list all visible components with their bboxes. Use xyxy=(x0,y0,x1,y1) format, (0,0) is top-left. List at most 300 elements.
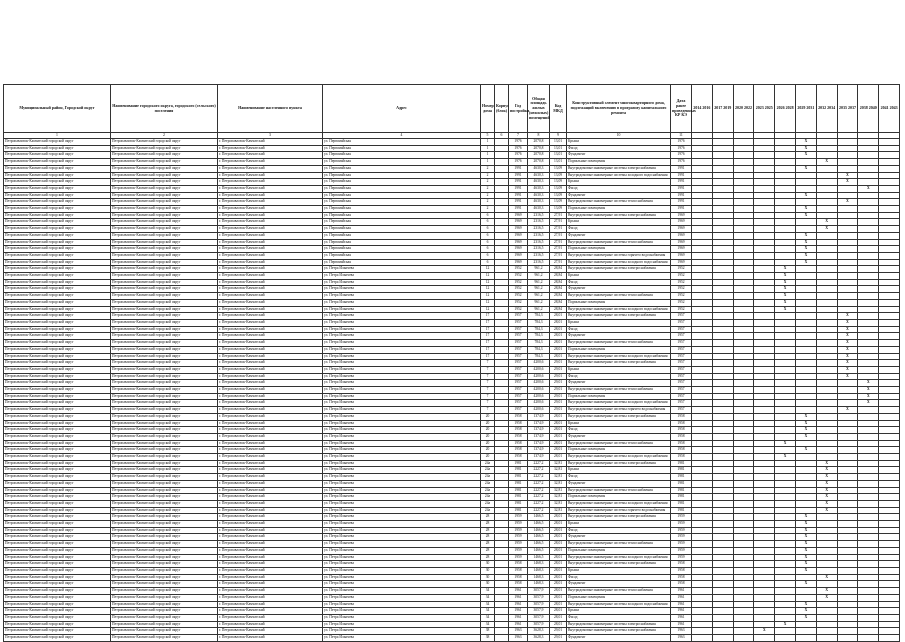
element-cell: Крыша xyxy=(567,219,671,226)
table-row xyxy=(4,440,900,447)
table-row xyxy=(4,608,900,615)
settlement-cell: Петропавловск-Камчатский городской округ xyxy=(111,340,218,347)
house-number-cell: 17 xyxy=(481,353,495,360)
building-cell xyxy=(495,313,509,320)
period-cell xyxy=(692,346,713,353)
period-cell xyxy=(879,232,900,239)
period-cell xyxy=(879,199,900,206)
building-cell xyxy=(495,474,509,481)
house-number-cell: 1 xyxy=(481,145,495,152)
area-cell: 4200,6 xyxy=(528,393,550,400)
settlement-cell: Петропавловск-Камчатский городской округ xyxy=(111,494,218,501)
area-cell: 2316,5 xyxy=(528,252,550,259)
year-built-cell: 1957 xyxy=(509,333,528,340)
period-cell xyxy=(775,192,796,199)
table-row xyxy=(4,299,900,306)
code-cell: 29,01 xyxy=(550,380,567,387)
building-cell xyxy=(495,252,509,259)
settlement-cell: Петропавловск-Камчатский городской округ xyxy=(111,232,218,239)
period-cell xyxy=(879,239,900,246)
table-row xyxy=(4,527,900,534)
code-cell: 28,01 xyxy=(550,614,567,621)
period-cell xyxy=(816,273,837,280)
house-number-cell: 28 xyxy=(481,547,495,554)
period-cell xyxy=(816,333,837,340)
table-row xyxy=(4,273,900,280)
locality-cell: г. Петропавловск-Камчатский xyxy=(218,185,323,192)
element-cell: Внутридомовые инженерные системы теплоснабжения xyxy=(567,239,671,246)
element-cell: Крыша xyxy=(567,179,671,186)
period-cell xyxy=(754,614,775,621)
period-cell xyxy=(754,172,775,179)
settlement-cell: Петропавловск-Камчатский городской округ xyxy=(111,259,218,266)
period-cell xyxy=(754,608,775,615)
year-built-cell: 1957 xyxy=(509,340,528,347)
period-cell xyxy=(692,179,713,186)
year-built-cell: 1958 xyxy=(509,433,528,440)
district-cell: Петропавловск-Камчатский городской округ xyxy=(4,407,111,414)
period-cell xyxy=(816,393,837,400)
period-cell xyxy=(879,454,900,461)
period-cell xyxy=(712,554,733,561)
period-cell xyxy=(837,393,858,400)
period-cell xyxy=(879,527,900,534)
period-cell xyxy=(879,145,900,152)
code-cell: 13,09 xyxy=(550,206,567,213)
period-cell xyxy=(858,601,879,608)
period-cell xyxy=(816,306,837,313)
period-cell xyxy=(837,460,858,467)
address-cell: ул. Петра Ильичева xyxy=(323,380,481,387)
period-cell xyxy=(733,467,754,474)
period-cell xyxy=(879,407,900,414)
year-built-cell: 1961 xyxy=(509,614,528,621)
element-cell: Внутридомовые инженерные системы холодного водоснабжения xyxy=(567,500,671,507)
building-cell xyxy=(495,159,509,166)
district-cell: Петропавловск-Камчатский городской округ xyxy=(4,521,111,528)
period-cell xyxy=(754,568,775,575)
period-cell xyxy=(733,346,754,353)
period-cell xyxy=(692,440,713,447)
period-cell xyxy=(754,527,775,534)
period-cell xyxy=(775,614,796,621)
locality-cell: г. Петропавловск-Камчатский xyxy=(218,139,323,146)
area-cell: 1468,3 xyxy=(528,568,550,575)
settlement-cell: Петропавловск-Камчатский городской округ xyxy=(111,474,218,481)
period-cell xyxy=(692,293,713,300)
period-cell xyxy=(775,527,796,534)
element-cell: Фундамент xyxy=(567,232,671,239)
period-cell xyxy=(837,594,858,601)
period-cell xyxy=(692,139,713,146)
address-cell: ул. Петра Ильичева xyxy=(323,273,481,280)
settlement-cell: Петропавловск-Камчатский городской округ xyxy=(111,521,218,528)
period-cell xyxy=(775,145,796,152)
period-cell xyxy=(775,259,796,266)
house-number-cell: 6 xyxy=(481,252,495,259)
period-cell xyxy=(692,266,713,273)
area-cell: 784,3 xyxy=(528,353,550,360)
settlement-cell: Петропавловск-Камчатский городской округ xyxy=(111,440,218,447)
period-cell xyxy=(837,568,858,575)
address-cell: ул. Первомайская xyxy=(323,139,481,146)
code-cell: 13,09 xyxy=(550,199,567,206)
period-mark: X xyxy=(795,259,816,266)
settlement-cell: Петропавловск-Камчатский городской округ xyxy=(111,266,218,273)
period-cell xyxy=(754,500,775,507)
settlement-cell: Петропавловск-Камчатский городской округ xyxy=(111,380,218,387)
period-cell xyxy=(754,420,775,427)
district-cell: Петропавловск-Камчатский городской округ xyxy=(4,387,111,394)
house-number-cell: 34 xyxy=(481,614,495,621)
period-cell xyxy=(692,547,713,554)
district-cell: Петропавловск-Камчатский городской округ xyxy=(4,554,111,561)
district-cell: Петропавловск-Камчатский городской округ xyxy=(4,360,111,367)
period-cell xyxy=(816,192,837,199)
address-cell: ул. Первомайская xyxy=(323,172,481,179)
period-cell xyxy=(692,447,713,454)
code-cell: 28,01 xyxy=(550,440,567,447)
area-cell: 2316,5 xyxy=(528,232,550,239)
code-cell: 28,01 xyxy=(550,621,567,628)
address-cell: ул. Петра Ильичева xyxy=(323,420,481,427)
address-cell: ул. Первомайская xyxy=(323,226,481,233)
column-header: 2032 2034 xyxy=(816,85,837,133)
period-cell xyxy=(879,541,900,548)
code-cell: 13,09 xyxy=(550,179,567,186)
period-cell xyxy=(692,326,713,333)
period-cell xyxy=(712,333,733,340)
element-cell: Фасад xyxy=(567,527,671,534)
period-cell xyxy=(837,252,858,259)
period-cell xyxy=(816,199,837,206)
prior-repair-cell: 1952 xyxy=(671,293,692,300)
period-mark: X xyxy=(775,299,796,306)
period-cell xyxy=(692,534,713,541)
period-cell xyxy=(692,252,713,259)
area-cell: 4200,6 xyxy=(528,373,550,380)
period-cell xyxy=(858,447,879,454)
period-cell xyxy=(712,474,733,481)
period-cell xyxy=(733,226,754,233)
period-cell xyxy=(816,232,837,239)
period-cell xyxy=(733,454,754,461)
settlement-cell: Петропавловск-Камчатский городской округ xyxy=(111,246,218,253)
period-cell xyxy=(775,413,796,420)
period-cell xyxy=(712,608,733,615)
column-header: Наименование населенного пункта xyxy=(218,85,323,133)
table-row xyxy=(4,333,900,340)
year-built-cell: 1959 xyxy=(509,534,528,541)
prior-repair-cell: 1991 xyxy=(671,199,692,206)
area-cell: 1374,9 xyxy=(528,447,550,454)
period-cell xyxy=(816,407,837,414)
year-built-cell: 1957 xyxy=(509,346,528,353)
locality-cell: г. Петропавловск-Камчатский xyxy=(218,380,323,387)
house-number-cell: 17 xyxy=(481,326,495,333)
prior-repair-cell: 1957 xyxy=(671,393,692,400)
building-cell xyxy=(495,500,509,507)
period-mark: X xyxy=(795,568,816,575)
period-cell xyxy=(858,547,879,554)
settlement-cell: Петропавловск-Камчатский городской округ xyxy=(111,319,218,326)
period-cell xyxy=(733,568,754,575)
column-number: 2 xyxy=(111,133,218,139)
period-cell xyxy=(858,527,879,534)
period-mark: X xyxy=(795,232,816,239)
period-cell xyxy=(879,159,900,166)
period-cell xyxy=(712,373,733,380)
period-cell xyxy=(712,340,733,347)
period-cell xyxy=(692,226,713,233)
column-header: 2029 2031 xyxy=(795,85,816,133)
element-cell: Фасад xyxy=(567,373,671,380)
period-cell xyxy=(858,507,879,514)
year-built-cell: 1952 xyxy=(509,273,528,280)
column-header: 2035 2037 xyxy=(837,85,858,133)
address-cell: ул. Первомайская xyxy=(323,192,481,199)
locality-cell: г. Петропавловск-Камчатский xyxy=(218,259,323,266)
area-cell: 2316,5 xyxy=(528,212,550,219)
period-cell xyxy=(733,440,754,447)
period-cell xyxy=(775,554,796,561)
period-cell xyxy=(692,313,713,320)
prior-repair-cell: 1957 xyxy=(671,366,692,373)
year-built-cell: 1976 xyxy=(509,145,528,152)
period-cell xyxy=(858,413,879,420)
year-built-cell: 1961 xyxy=(509,594,528,601)
house-number-cell: 30 xyxy=(481,581,495,588)
district-cell: Петропавловск-Камчатский городской округ xyxy=(4,480,111,487)
building-cell xyxy=(495,581,509,588)
period-cell xyxy=(775,574,796,581)
year-built-cell: 1959 xyxy=(509,541,528,548)
year-built-cell: 1961 xyxy=(509,608,528,615)
code-cell: 27,91 xyxy=(550,226,567,233)
prior-repair-cell: 1981 xyxy=(671,480,692,487)
period-cell xyxy=(712,568,733,575)
building-cell xyxy=(495,621,509,628)
district-cell: Петропавловск-Камчатский городской округ xyxy=(4,561,111,568)
period-cell xyxy=(754,259,775,266)
period-cell xyxy=(692,420,713,427)
prior-repair-cell: 1958 xyxy=(671,447,692,454)
area-cell: 1466,5 xyxy=(528,541,550,548)
table-row xyxy=(4,480,900,487)
period-cell xyxy=(754,534,775,541)
district-cell: Петропавловск-Камчатский городской округ xyxy=(4,400,111,407)
period-mark: X xyxy=(858,380,879,387)
period-cell xyxy=(816,554,837,561)
code-cell: 28,84 xyxy=(550,266,567,273)
locality-cell: г. Петропавловск-Камчатский xyxy=(218,460,323,467)
period-cell xyxy=(712,232,733,239)
settlement-cell: Петропавловск-Камчатский городской округ xyxy=(111,514,218,521)
period-cell xyxy=(733,306,754,313)
period-cell xyxy=(733,299,754,306)
period-cell xyxy=(879,326,900,333)
district-cell: Петропавловск-Камчатский городской округ xyxy=(4,145,111,152)
period-cell xyxy=(775,346,796,353)
settlement-cell: Петропавловск-Камчатский городской округ xyxy=(111,413,218,420)
period-mark: X xyxy=(816,507,837,514)
period-cell xyxy=(775,460,796,467)
period-cell xyxy=(754,581,775,588)
period-cell xyxy=(775,541,796,548)
address-cell: ул. Петра Ильичева xyxy=(323,608,481,615)
area-cell: 3057,9 xyxy=(528,588,550,595)
district-cell: Петропавловск-Камчатский городской округ xyxy=(4,487,111,494)
district-cell: Петропавловск-Камчатский городской округ xyxy=(4,594,111,601)
building-cell xyxy=(495,353,509,360)
period-mark: X xyxy=(837,326,858,333)
period-cell xyxy=(837,232,858,239)
house-number-cell: 7 xyxy=(481,360,495,367)
building-cell xyxy=(495,246,509,253)
table-row xyxy=(4,635,900,642)
prior-repair-cell: 1952 xyxy=(671,299,692,306)
house-number-cell: 6 xyxy=(481,239,495,246)
period-cell xyxy=(816,340,837,347)
period-cell xyxy=(775,635,796,642)
prior-repair-cell: 1961 xyxy=(671,608,692,615)
period-cell xyxy=(879,185,900,192)
period-cell xyxy=(733,145,754,152)
locality-cell: г. Петропавловск-Камчатский xyxy=(218,360,323,367)
period-cell xyxy=(754,494,775,501)
address-cell: ул. Петра Ильичева xyxy=(323,581,481,588)
period-cell xyxy=(775,400,796,407)
period-cell xyxy=(775,507,796,514)
house-number-cell: 38 xyxy=(481,635,495,642)
period-cell xyxy=(775,433,796,440)
element-cell: Внутридомовые инженерные системы холодного водоснабжения xyxy=(567,306,671,313)
element-cell: Фасад xyxy=(567,326,671,333)
locality-cell: г. Петропавловск-Камчатский xyxy=(218,286,323,293)
period-cell xyxy=(692,413,713,420)
period-cell xyxy=(858,219,879,226)
element-cell: Внутридомовые инженерные системы холодного водоснабжения xyxy=(567,172,671,179)
period-cell xyxy=(816,635,837,642)
period-cell xyxy=(837,554,858,561)
code-cell: 28,01 xyxy=(550,534,567,541)
building-cell xyxy=(495,447,509,454)
area-cell: 2070,8 xyxy=(528,152,550,159)
district-cell: Петропавловск-Камчатский городской округ xyxy=(4,568,111,575)
code-cell: 28,01 xyxy=(550,527,567,534)
period-cell xyxy=(733,313,754,320)
period-cell xyxy=(733,541,754,548)
period-cell xyxy=(795,293,816,300)
address-cell: ул. Петра Ильичева xyxy=(323,601,481,608)
period-cell xyxy=(712,326,733,333)
period-mark: X xyxy=(795,212,816,219)
year-built-cell: 1981 xyxy=(509,507,528,514)
code-cell: 27,91 xyxy=(550,252,567,259)
prior-repair-cell: 1961 xyxy=(671,614,692,621)
period-cell xyxy=(795,266,816,273)
code-cell: 28,84 xyxy=(550,299,567,306)
house-number-cell: 7 xyxy=(481,380,495,387)
column-number: 10 xyxy=(567,133,671,139)
element-cell: Фасад xyxy=(567,279,671,286)
element-cell: Внутридомовые инженерные системы электроснабжения xyxy=(567,266,671,273)
locality-cell: г. Петропавловск-Камчатский xyxy=(218,554,323,561)
address-cell: ул. Первомайская xyxy=(323,219,481,226)
code-cell: 32,81 xyxy=(550,474,567,481)
period-cell xyxy=(816,427,837,434)
period-cell xyxy=(795,628,816,635)
area-cell: 1466,5 xyxy=(528,534,550,541)
period-cell xyxy=(775,152,796,159)
year-built-cell: 1969 xyxy=(509,239,528,246)
period-cell xyxy=(837,507,858,514)
year-built-cell: 1976 xyxy=(509,139,528,146)
period-cell xyxy=(754,252,775,259)
prior-repair-cell: 1958 xyxy=(671,454,692,461)
house-number-cell: 6 xyxy=(481,246,495,253)
period-mark: X xyxy=(795,547,816,554)
area-cell: 2227,2 xyxy=(528,467,550,474)
prior-repair-cell: 1958 xyxy=(671,413,692,420)
table-row xyxy=(4,199,900,206)
period-cell xyxy=(795,333,816,340)
period-cell xyxy=(775,219,796,226)
period-cell xyxy=(712,226,733,233)
period-cell xyxy=(879,293,900,300)
period-cell xyxy=(692,387,713,394)
code-cell: 28,01 xyxy=(550,454,567,461)
settlement-cell: Петропавловск-Камчатский городской округ xyxy=(111,159,218,166)
period-cell xyxy=(879,574,900,581)
period-cell xyxy=(754,273,775,280)
period-cell xyxy=(858,594,879,601)
locality-cell: г. Петропавловск-Камчатский xyxy=(218,574,323,581)
element-cell: Подвальные помещения xyxy=(567,346,671,353)
period-cell xyxy=(754,165,775,172)
period-cell xyxy=(795,179,816,186)
period-cell xyxy=(816,380,837,387)
period-cell xyxy=(879,608,900,615)
period-cell xyxy=(712,601,733,608)
address-cell: ул. Петра Ильичева xyxy=(323,635,481,642)
year-built-cell: 1991 xyxy=(509,165,528,172)
period-cell xyxy=(712,185,733,192)
period-cell xyxy=(754,239,775,246)
house-number-cell: 1 xyxy=(481,159,495,166)
prior-repair-cell: 1959 xyxy=(671,527,692,534)
period-cell xyxy=(712,366,733,373)
period-cell xyxy=(795,387,816,394)
period-cell xyxy=(858,534,879,541)
prior-repair-cell: 1963 xyxy=(671,628,692,635)
locality-cell: г. Петропавловск-Камчатский xyxy=(218,145,323,152)
period-cell xyxy=(712,145,733,152)
period-cell xyxy=(858,621,879,628)
element-cell: Фундамент xyxy=(567,480,671,487)
period-cell xyxy=(775,172,796,179)
period-cell xyxy=(712,286,733,293)
locality-cell: г. Петропавловск-Камчатский xyxy=(218,313,323,320)
area-cell: 961,2 xyxy=(528,306,550,313)
period-cell xyxy=(692,628,713,635)
period-cell xyxy=(795,594,816,601)
house-number-cell: 24a xyxy=(481,460,495,467)
address-cell: ул. Первомайская xyxy=(323,199,481,206)
prior-repair-cell: 1959 xyxy=(671,534,692,541)
locality-cell: г. Петропавловск-Камчатский xyxy=(218,252,323,259)
period-cell xyxy=(879,273,900,280)
